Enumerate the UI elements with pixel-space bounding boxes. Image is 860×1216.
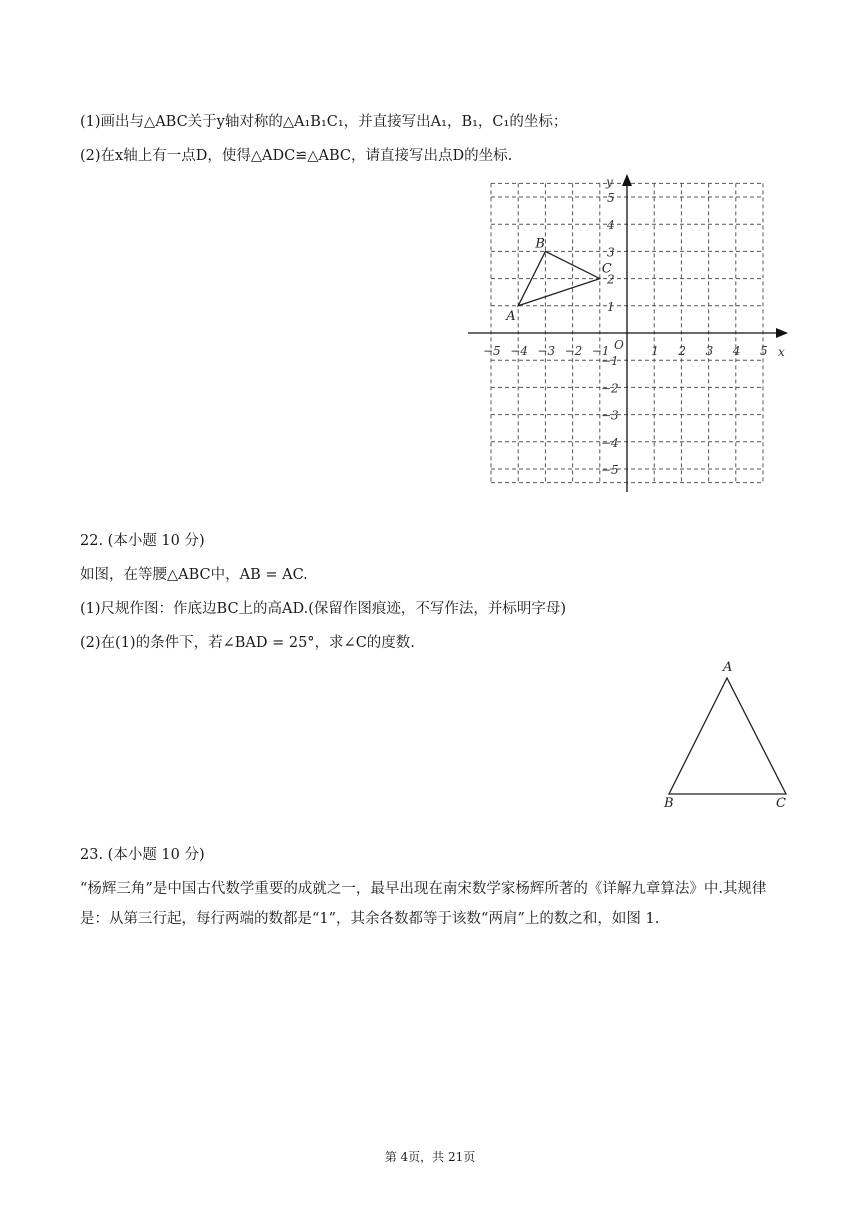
y-axis-arrow-icon <box>622 174 632 186</box>
vertex-c-label: C <box>776 796 786 811</box>
y-tick-label: −1 <box>601 354 619 369</box>
tick-labels <box>483 191 768 477</box>
point-label: B <box>535 236 545 252</box>
y-axis-label: y <box>606 175 613 189</box>
y-tick-label: 4 <box>607 218 615 233</box>
point-label: A <box>506 308 516 324</box>
y-tick-label: 1 <box>607 299 615 314</box>
x-axis-arrow-icon <box>776 328 788 338</box>
x-tick-label: −2 <box>564 344 583 358</box>
x-tick-label: −4 <box>510 344 528 358</box>
q21-part2: (2)在x轴上有一点D，使得△ADC≌△ABC，请直接写出点D的坐标. <box>80 148 513 164</box>
q22-intro: 如图，在等腰△ABC中，AB = AC. <box>80 567 308 583</box>
y-tick-label: 3 <box>607 245 615 260</box>
x-tick-label: −1 <box>591 344 610 358</box>
page-footer: 第 4页，共 21页 <box>384 1150 476 1164</box>
triangle-abc-isosceles <box>669 678 786 794</box>
x-tick-label: 1 <box>651 344 659 358</box>
x-tick-label: 3 <box>705 344 714 358</box>
y-tick-label: 2 <box>607 272 615 287</box>
x-tick-label: −3 <box>537 344 556 358</box>
point-labels <box>505 236 612 323</box>
q23-text: “杨辉三角”是中国古代数学重要的成就之一，最早出现在南宋数学家杨辉所著的《详解九章算法》中.其规律是：从第三行起，每行两端的数都是“1”，其余各数都等于该数“两肩”上的数之和，如图 1. <box>80 881 767 927</box>
y-tick-label: 5 <box>607 191 615 205</box>
q21-part1: (1)画出与△ABC关于y轴对称的△A₁B₁C₁，并直接写出A₁，B₁，C₁的坐标； <box>80 114 568 130</box>
q22-header: 22. (本小题 10 分) <box>80 533 205 549</box>
y-tick-label: −5 <box>601 463 619 477</box>
origin-label: O <box>614 338 624 352</box>
y-tick-label: −2 <box>601 381 619 396</box>
x-axis-label: x <box>778 345 785 359</box>
y-tick-label: −3 <box>601 408 619 423</box>
vertex-a-label: A <box>723 660 733 675</box>
triangle-abc <box>518 251 600 305</box>
grid-lines <box>491 183 763 482</box>
vertex-b-label: B <box>664 796 674 811</box>
x-tick-label: −5 <box>483 344 501 358</box>
q22-part2: (2)在(1)的条件下，若∠BAD = 25°，求∠C的度数. <box>80 635 415 651</box>
axes <box>468 174 788 492</box>
x-tick-label: 2 <box>678 344 687 358</box>
q22-part1: (1)尺规作图：作底边BC上的高AD.(保留作图痕迹，不写作法，并标明字母) <box>80 601 567 617</box>
isosceles-triangle-figure <box>655 655 815 815</box>
x-tick-label: 4 <box>732 344 741 358</box>
y-tick-label: −4 <box>601 435 619 450</box>
q23-header: 23. (本小题 10 分) <box>80 847 205 863</box>
x-tick-label: 5 <box>760 344 768 358</box>
point-label: C <box>601 261 612 277</box>
